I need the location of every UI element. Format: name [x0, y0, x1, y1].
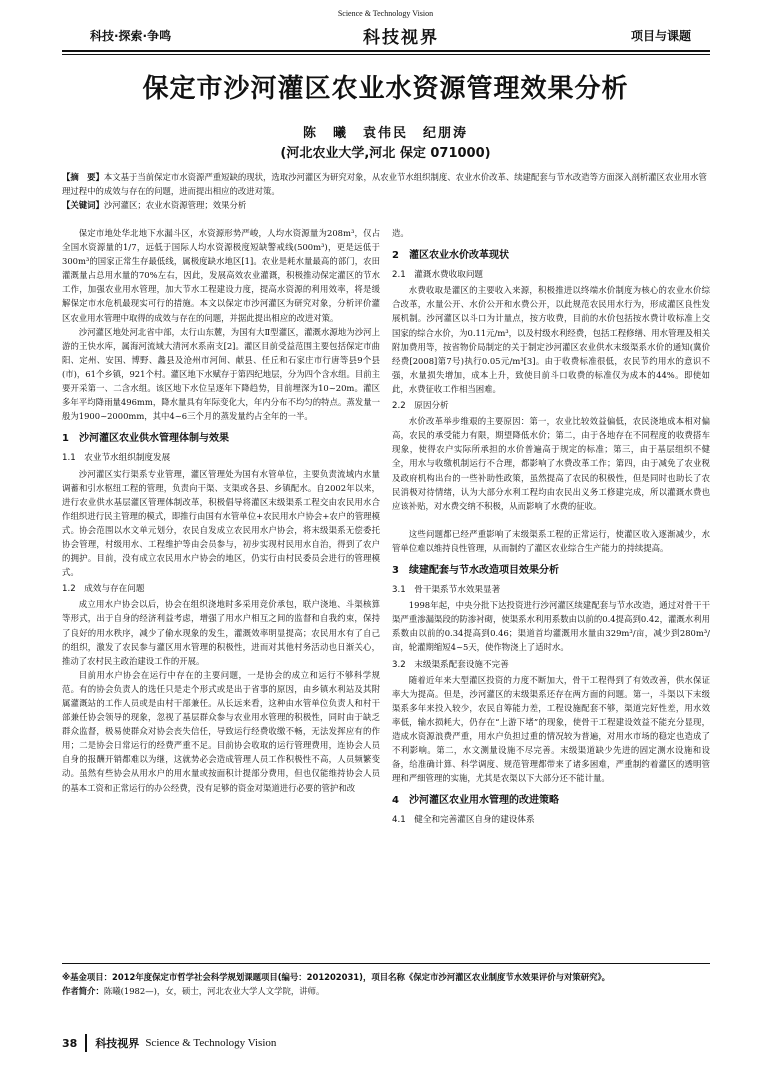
subsection-heading: 1.2 成效与存在问题 — [62, 584, 145, 595]
authors: 陈 曦 袁伟民 纪朋涛 — [302, 126, 468, 141]
footer-divider — [85, 1034, 87, 1052]
right-column — [392, 226, 710, 829]
abstract-label: 【摘 要】 — [62, 172, 104, 182]
subsection-heading: 1.1 农业节水组织制度发展 — [62, 453, 171, 464]
subsection-heading: 2.2 原因分析 — [392, 401, 449, 412]
paragraph: 目前用水户协会在运行中存在的主要问题，一是协会的成立和运行不够科学规范。有的协会负责人的选任只是走个形式或是出于省事的原因，由乡镇水利站及其附属灌溉站的工作人员或是由村干部兼任。从长远来看，这种由水管单位负责人和村干部兼任协会领导的现象，忽视了基层群众参与农业用水管理的积极性，同时由于缺乏群众监督，极易使群众对协会丧失信任，导致运行经费收缴不畅，无法发挥应有的作用；二是协会日常运行的经费严重不足。目前协会收取的运行管理费用，连协会人员自身的报酬开销都难以为继，这就势必会造成管理人员工作积极性不高，人员频繁变动。虽然有些协会从用水户的用水量或按面积计提部分费用，但也仅能维持协会人员的基本工资和正常运行的办公经费，没有足够的资金对渠道进行必要的管护和改 — [62, 669, 380, 793]
footer-journal-en: Science & Technology Vision — [145, 1037, 277, 1049]
keywords-label: 【关键词】 — [62, 200, 104, 210]
subsection-heading: 3.2 末级渠系配套设施不完善 — [392, 659, 509, 670]
paragraph: 沙河灌区实行渠系专业管理，灌区管理处为国有水管单位，主要负责流域内水量调蓄和引水枢纽工程的管理，负责向干渠、支渠或各县、乡镇配水。自2002年以来，进行农业供水基层灌区管理体制改革，积极倡导将灌区末级渠系工程交由农民用水合作组织进行民主管理的模式，即推行由国有水管单位+农民用水户协会+农户的管理模式。协会范围以水文单元划分，农民自发成立农民用水户协会，将末级渠系无偿委托协会管理，村级用水、工程维护等由会员参与，初步实现村民用水自治，得到了农户的拥护。目前，没有成立农民用水户协会的地区，仍实行由村民委员会进行的管理模式。 — [62, 468, 380, 578]
author-note — [62, 984, 710, 998]
fund-label: ※基金项目： — [62, 972, 113, 982]
paragraph: 水价改革举步维艰的主要原因：第一，农业比较效益偏低，农民浇地成本相对偏高，农民的承受能力有限，期望降低水价；第二，由于各地存在不同程度的收费搭车现象，使得农户实际所承担的水价普遍高于规定的标准；第三，由于基层组织不健全，用水与收缴机制运行不合理，都影响了水费改革工作；第四，由于减免了农业税及政府机构出台的一些补助性政策，虽然提高了农民的积极性，但是同时也助长了农民消极对待情绪，认为大部分水利工程均由农民出义务工修建完成，所以灌溉水费也应该补贴，对水费交纳不积极，从而影响了水费的征收。 — [392, 416, 710, 511]
paragraph: 随着近年来大型灌区投资的力度不断加大，骨干工程得到了有效改善，供水保证率大为提高。但是，沙河灌区的末级渠系还存在两方面的问题。第一，斗渠以下末级渠系多年来投入较少，农民自筹能力差，工程设施配套不够，渠道完好性差，用水效率低，输水损耗大，仍存在“上游下堵”的现象，使骨干工程建设效益不能充分显现，造成水资源浪费严重，用水户负担过重的情况较为普遍，对用水市场的稳定也造成了不利影响。第二，水文测量设施不尽完善。末级渠道缺少先进的固定测水设施和设备，给准确计算、科学调度、规范管理都带来了诸多困难，严重制约着灌区的透明管理和严细管理的实施，尤其是农渠以下大部分还不能计量。 — [392, 674, 710, 784]
author-text: 陈曦(1982—)，女，硕士，河北农业大学人文学院，讲师。 — [103, 986, 325, 996]
fund-text: 2012年度保定市哲学社会科学规划课题项目(编号：201202031)，项目名称《保定市沙河灌区农业制度节水效果评价与对策研究》。 — [112, 972, 610, 982]
subsection-heading: 4.1 健全和完善灌区自身的建设体系 — [392, 815, 535, 826]
header-rule-thin — [62, 54, 710, 55]
section-heading: 2 灌区农业水价改革现状 — [392, 250, 509, 262]
paragraph: 这些问题都已经严重影响了末级渠系工程的正常运行，使灌区收入逐渐减少，水管单位难以维持良性管理，从而制约了灌区农业综合生产能力的持续提高。 — [392, 528, 710, 553]
fund-note — [62, 970, 710, 984]
page-number: 38 — [62, 1036, 78, 1050]
header-english: Science & Technology Vision — [337, 9, 434, 18]
header-rule — [62, 50, 710, 52]
keywords — [62, 198, 710, 212]
abstract — [62, 170, 710, 198]
header-left: 科技·探索·争鸣 — [90, 28, 172, 43]
subsection-heading: 2.1 灌溉水费收取问题 — [392, 270, 484, 281]
affiliation: (河北农业大学,河北 保定 071000) — [280, 146, 491, 161]
paragraph: 成立用水户协会以后，协会在组织浇地时多采用竞价承包，联户浇地、斗渠核算等形式，出于自身的经济利益考虑，增强了用水户相互之间的监督和自我约束，保持了良好的用水秩序，减少了偷水现象的发生，灌溉效率明显提高；农民用水有了自己的组织，激发了农民参与灌区用水管理的积极性，进而对其他村务活动也日渐关心，推动了农村民主政治建设工作的开展。 — [62, 599, 380, 666]
paragraph: 保定市地处华北地下水漏斗区，水资源形势严峻，人均水资源量为208m³，仅占全国水资源量的1/7，远低于国际人均水资源极度短缺警戒线(500m³)，更是远低于300m³的国家正常生存最低线，属极度缺水地区[1]。农业是耗水量最高的部门，农田灌溉量占总用水量的70%左右，因此，发展高效农业灌溉，积极推动保定灌区的节水工作，加强农业用水管理，加大节水工程建设力度，提高水资源的利用效率，将是缓解保定市水危机最现实可行的措施。本文以保定市沙河灌区为研究对象，分析评价灌区农业用水管理中取得的成效与存在的问题，并据此提出相应的改进对策。 — [62, 228, 380, 323]
footer-journal-cn: 科技视界 — [95, 1037, 140, 1050]
section-heading: 4 沙河灌区农业用水管理的改进策略 — [392, 795, 559, 807]
running-header — [90, 22, 691, 48]
header-right: 项目与课题 — [630, 28, 691, 43]
subsection-heading: 3.1 骨干渠系节水效果显著 — [392, 585, 501, 596]
paragraph: 1998年起，中央分批下达投资进行沙河灌区续建配套与节水改造，通过对骨干干渠严重渗漏渠段的防渗衬砌，使渠系水利用系数由以前的0.4提高到0.42，灌溉水利用系数由以前的0.34提高到0.46；渠道首均灌溉用水量由329m³/亩，减少到280m³/亩，轮灌期缩短4~5天，使作物浇上了适时水。 — [392, 600, 710, 653]
section-heading: 3 续建配套与节水改造项目效果分析 — [392, 564, 559, 576]
header-center: 科技视界 — [363, 27, 440, 48]
abstract-block — [62, 170, 710, 212]
paragraph: 造。 — [392, 228, 409, 238]
footnotes — [62, 970, 710, 998]
section-heading: 1 沙河灌区农业供水管理体制与效果 — [62, 433, 229, 445]
paper-title: 保定市沙河灌区农业水资源管理效果分析 — [142, 74, 629, 104]
paragraph: 水费收取是灌区的主要收入来源，积极推进以终端水价制度为核心的农业水价综合改革，水量公开、水价公开和水费公开，以此规范农民用水行为，形成灌区良性发展机制。沙河灌区以斗口为计量点，按方收费，目前的水价包括按水费计收标准上交国家的综合水价，为0.11元/m³，以及村级水利经费，包括工程修缮、用水管理及相关附加费用等，按省物价局制定的关于制定沙河灌区农业供水末级渠系水价的通知(冀价经费[2008]第7号)执行0.05元/m³[3]。由于收费标准很低，农民节约用水的意识不强，水量损失增加，成本上升，致使目前斗口收费的标准仅为成本的44%。即使如此，水费征收工作相当困难。 — [392, 285, 710, 394]
paragraph: 沙河灌区地处河北省中部，太行山东麓，为国有大Ⅱ型灌区，灌溉水源地为沙河上游的王快水库，属海河流域大清河水系南支[2]。灌区目前受益范围主要包括保定市曲阳、定州、安国、博野、蠡县及沧州市河间、献县、任丘和石家庄市行唐等县9个县(市)，61个乡镇，921个村。灌区地下水赋存于第四纪地层，分为四个含水组。目前主要开采第一、二含水组。该区地下水位呈逐年下降趋势，目前埋深为10~20m。灌区多年平均降雨量496mm，降水量具有年际变化大，年内分布不均匀的特点。蒸发量一般为1900~2000mm，其中4~6三个月的蒸发量约占全年的一半。 — [62, 326, 380, 422]
author-label: 作者简介： — [62, 986, 104, 996]
left-column — [62, 226, 380, 795]
footnote-rule — [62, 963, 710, 964]
keywords-text: 沙河灌区；农业水资源管理；效果分析 — [103, 200, 247, 210]
page-footer — [62, 1034, 276, 1052]
abstract-text: 本文基于当前保定市水资源严重短缺的现状，选取沙河灌区为研究对象，从农业节水组织制度、农业水价改革、续建配套与节水改造等方面深入剖析灌区农业用水管理过程中的成效与存在的问题，进而提出相应的改进对策。 — [62, 172, 707, 196]
